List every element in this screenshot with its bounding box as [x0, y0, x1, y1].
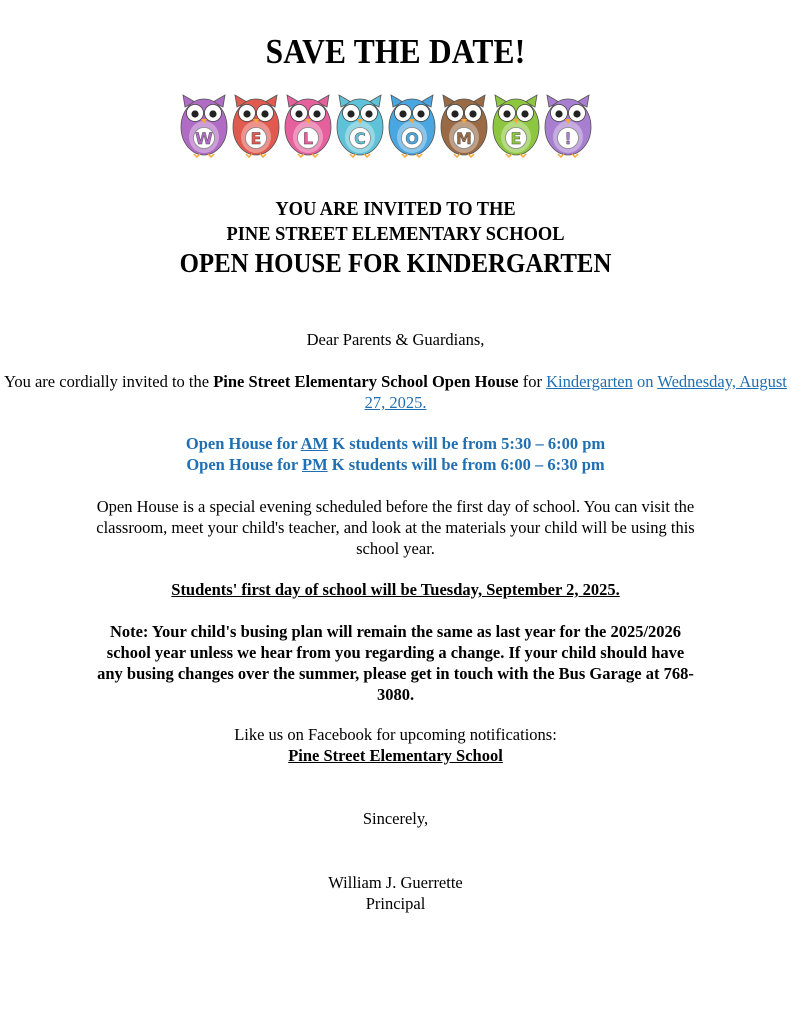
owl-icon	[493, 95, 539, 157]
am-post: K students will be from 5:30 – 6:00 pm	[328, 434, 606, 453]
page-title: SAVE THE DATE!	[265, 32, 526, 71]
principal-role: Principal	[365, 894, 426, 913]
pm-pre: Open House for	[186, 455, 302, 474]
welcome-letter: E	[510, 129, 522, 148]
welcome-letter: E	[250, 129, 262, 148]
first-day-notice: Students' first day of school will be Tuesday, September 2, 2025.	[171, 580, 620, 599]
welcome-letter: C	[354, 129, 366, 148]
signature-block	[0, 872, 791, 914]
welcome-letter: L	[302, 129, 314, 148]
welcome-letter: W	[195, 129, 213, 148]
welcome-letter: O	[405, 129, 419, 148]
pm-post: K students will be from 6:00 – 6:30 pm	[327, 455, 605, 474]
busing-note: Note: Your child's busing plan will remain the same as last year for the 2025/2026 school year unless we hear from you regarding a change. If your child should have any busing changes over the summer, please get in touch with the Bus Garage at 768-3080.	[97, 622, 694, 704]
invite-pre: You are cordially invited to the	[4, 372, 214, 391]
welcome-letter: M	[456, 129, 472, 148]
closing: Sincerely,	[362, 809, 429, 828]
owl-icon	[545, 95, 591, 157]
owl-icon	[389, 95, 435, 157]
facebook-line: Like us on Facebook for upcoming notifications:	[234, 725, 557, 744]
invite-school-bold: Pine Street Elementary School Open House	[213, 372, 519, 391]
owl-icon	[181, 95, 227, 157]
date-link[interactable]: Wednesday, August 27, 2025.	[364, 372, 787, 412]
am-session	[0, 433, 791, 454]
owl-icon	[441, 95, 487, 157]
invite-on: on	[632, 372, 658, 391]
invite-paragraph	[0, 371, 791, 413]
owl-icon	[337, 95, 383, 157]
am-label: AM	[300, 434, 329, 453]
pm-session	[0, 454, 791, 475]
owl-icon	[233, 95, 279, 157]
welcome-owls-banner	[177, 92, 597, 158]
invite-for: for	[518, 372, 547, 391]
facebook-section	[0, 724, 791, 766]
pm-label: PM	[302, 455, 328, 474]
invite-event-title: OPEN HOUSE FOR KINDERGARTEN	[179, 248, 612, 278]
principal-name: William J. Guerrette	[328, 873, 463, 892]
facebook-page-link[interactable]: Pine Street Elementary School	[288, 746, 503, 765]
session-times	[0, 433, 791, 475]
description-paragraph: Open House is a special evening scheduled before the first day of school. You can visit the classroom, meet your child's teacher, and look at the materials your child will be using this school year.	[96, 497, 695, 558]
invite-school-name: PINE STREET ELEMENTARY SCHOOL	[226, 223, 565, 245]
welcome-letter: !	[564, 129, 572, 148]
invite-line-1: YOU ARE INVITED TO THE	[275, 198, 516, 220]
am-pre: Open House for	[185, 434, 301, 453]
owl-icon	[285, 95, 331, 157]
grade-link[interactable]: Kindergarten	[546, 372, 633, 391]
greeting: Dear Parents & Guardians,	[306, 330, 485, 349]
